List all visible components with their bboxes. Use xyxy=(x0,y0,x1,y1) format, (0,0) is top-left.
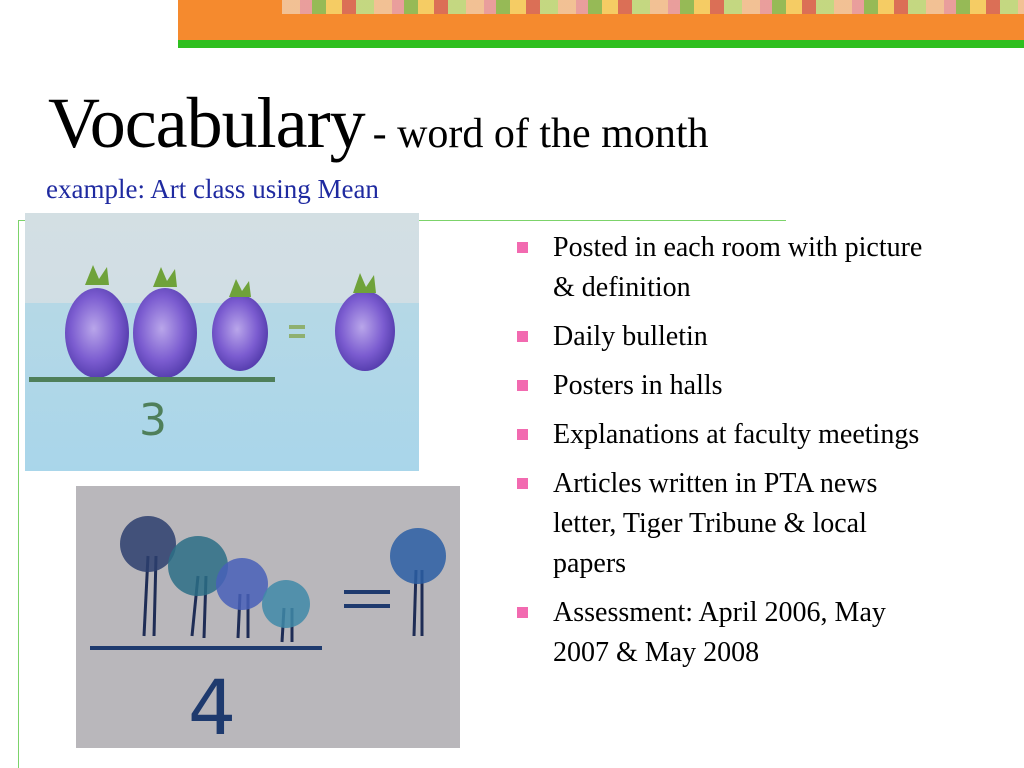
decorative-top-band xyxy=(178,0,1024,50)
bullet-square-icon xyxy=(517,331,528,342)
green-band xyxy=(178,40,1024,48)
bullet-square-icon xyxy=(517,607,528,618)
bullet-item xyxy=(517,366,927,406)
bullet-item xyxy=(517,415,927,455)
bullet-list xyxy=(517,228,927,682)
bullet-square-icon xyxy=(517,242,528,253)
slide-title xyxy=(48,82,709,165)
bullet-text: Daily bulletin xyxy=(553,321,708,352)
tree-denominator: 4 xyxy=(187,663,237,748)
bullet-item xyxy=(517,228,927,308)
bullet-text: Articles written in PTA news letter, Tiger Tribune & local papers xyxy=(553,468,878,579)
bullet-text: Posted in each room with picture & definition xyxy=(553,232,923,303)
bullet-text: Posters in halls xyxy=(553,370,723,401)
frame-rule-vertical xyxy=(18,220,19,768)
bullet-square-icon xyxy=(517,380,528,391)
bullet-square-icon xyxy=(517,478,528,489)
bullet-text: Assessment: April 2006, May 2007 & May 2008 xyxy=(553,597,886,668)
bullet-square-icon xyxy=(517,429,528,440)
eggplant-mean-picture xyxy=(25,213,419,471)
bullet-item xyxy=(517,317,927,357)
bullet-text: Explanations at faculty meetings xyxy=(553,419,920,450)
flower-strip xyxy=(282,0,1024,14)
title-suffix: - word of the month xyxy=(372,111,709,157)
bullet-item xyxy=(517,593,927,673)
slide-subtitle: example: Art class using Mean xyxy=(46,174,379,204)
bullet-item xyxy=(517,464,927,584)
tree-mean-picture xyxy=(76,486,460,748)
title-main: Vocabulary xyxy=(48,83,365,163)
eggplant-denominator: 3 xyxy=(139,395,167,446)
